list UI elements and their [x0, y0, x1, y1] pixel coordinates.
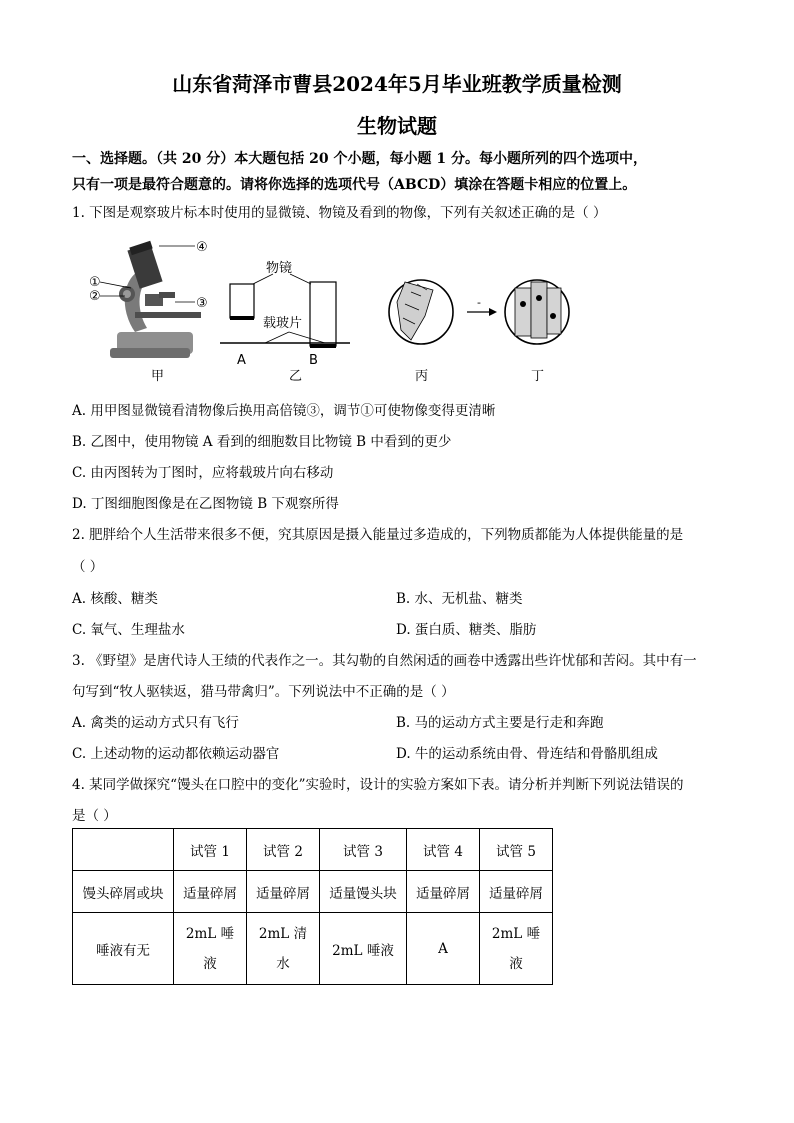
- table-header-cell: [73, 829, 174, 871]
- table-cell: 馒头碎屑或块: [73, 871, 174, 913]
- label-circle-1: ①: [89, 275, 101, 290]
- table-cell: A: [407, 913, 480, 985]
- table-row: [73, 913, 553, 985]
- section-instruction-line2: 只有一项是最符合题意的。请将你选择的选项代号（ABCD）填涂在答题卡相应的位置上。: [72, 177, 637, 193]
- table-cell: 唾液有无: [73, 913, 174, 985]
- cell-line: 水: [276, 955, 290, 972]
- q2-option-c: C. 氧气、生理盐水: [72, 622, 185, 638]
- q1-stem: 1. 下图是观察玻片标本时使用的显微镜、物镜及看到的物像，下列有关叙述正确的是（ ）: [72, 205, 607, 221]
- table-cell: 2mL 唾液: [320, 913, 407, 985]
- q3-stem-line1: 3. 《野望》是唐代诗人王绩的代表作之一。其勾勒的自然闲适的画卷中透露出些许忧郁和苦闷。其中有一: [72, 653, 697, 669]
- table-cell: 适量碎屑: [407, 871, 480, 913]
- table-cell: 适量碎屑: [480, 871, 553, 913]
- experiment-table: [72, 828, 553, 985]
- table-header-cell: 试管 1: [174, 829, 247, 871]
- table-header-cell: 试管 3: [320, 829, 407, 871]
- q1-option-b: B. 乙图中，使用物镜 A 看到的细胞数目比物镜 B 中看到的更少: [72, 434, 452, 450]
- field-of-view-ding: [505, 280, 569, 344]
- q1-figure: [75, 232, 595, 390]
- cell-line: 2mL 清: [258, 925, 308, 942]
- cell-line: 液: [509, 955, 523, 972]
- table-header-row: [73, 829, 553, 871]
- arrow-mark: -: [477, 296, 481, 309]
- label-yi: 乙: [289, 369, 303, 384]
- label-bing: 丙: [415, 369, 429, 384]
- table-cell: 适量碎屑: [174, 871, 247, 913]
- table-cell: [480, 913, 553, 985]
- label-B: B: [309, 353, 318, 368]
- table-row: [73, 871, 553, 913]
- label-objective: 物镜: [266, 261, 293, 276]
- q3-option-b: B. 马的运动方式主要是行走和奔跑: [396, 715, 604, 731]
- q1-option-d: D. 丁图细胞图像是在乙图物镜 B 下观察所得: [72, 496, 339, 512]
- q2-option-d: D. 蛋白质、糖类、脂肪: [396, 622, 537, 638]
- table-header-cell: 试管 5: [480, 829, 553, 871]
- cell-line: 液: [203, 955, 217, 972]
- microscope-illustration: [110, 241, 201, 358]
- label-circle-2: ②: [89, 289, 101, 304]
- label-ding: 丁: [531, 369, 545, 384]
- section-instruction-line1: 一、选择题。（共 20 分）本大题包括 20 个小题，每小题 1 分。每小题所列的四个选项中，: [72, 151, 647, 167]
- table-cell: [174, 913, 247, 985]
- label-slide: 载玻片: [263, 316, 303, 331]
- objective-lenses-illustration: [220, 274, 350, 348]
- label-circle-4: ④: [196, 240, 208, 255]
- exam-subtitle: 生物试题: [357, 114, 437, 138]
- table-header-cell: 试管 4: [407, 829, 480, 871]
- q2-blank: （ ）: [72, 559, 104, 575]
- label-A: A: [237, 353, 246, 368]
- q1-option-a: A. 用甲图显微镜看清物像后换用高倍镜③，调节①可使物像变得更清晰: [72, 403, 496, 419]
- q1-option-c: C. 由丙图转为丁图时，应将载玻片向右移动: [72, 465, 334, 481]
- q2-option-b: B. 水、无机盐、糖类: [396, 591, 523, 607]
- table-cell: [247, 913, 320, 985]
- q4-stem-line1: 4. 某同学做探究“馒头在口腔中的变化”实验时，设计的实验方案如下表。请分析并判断下列说法错误的: [72, 777, 684, 793]
- table-cell: 适量碎屑: [247, 871, 320, 913]
- q3-option-c: C. 上述动物的运动都依赖运动器官: [72, 746, 280, 762]
- q4-stem-line2: 是（ ）: [72, 808, 117, 824]
- cell-line: 2mL 唾: [185, 925, 235, 942]
- q3-option-d: D. 牛的运动系统由骨、骨连结和骨骼肌组成: [396, 746, 658, 762]
- exam-title: 山东省菏泽市曹县2024年5月毕业班教学质量检测: [172, 72, 622, 96]
- q2-option-a: A. 核酸、糖类: [72, 591, 158, 607]
- field-of-view-bing: [389, 280, 453, 344]
- table-header-cell: 试管 2: [247, 829, 320, 871]
- q2-stem: 2. 肥胖给个人生活带来很多不便，究其原因是摄入能量过多造成的，下列物质都能为人体提供能量的是: [72, 527, 684, 543]
- cell-line: 2mL 唾: [491, 925, 541, 942]
- q3-option-a: A. 禽类的运动方式只有飞行: [72, 715, 239, 731]
- q3-stem-line2: 句写到“牧人驱犊返，猎马带禽归”。下列说法中不正确的是（ ）: [72, 684, 455, 700]
- table-cell: 适量馒头块: [320, 871, 407, 913]
- label-circle-3: ③: [196, 296, 208, 311]
- label-jia: 甲: [151, 369, 165, 384]
